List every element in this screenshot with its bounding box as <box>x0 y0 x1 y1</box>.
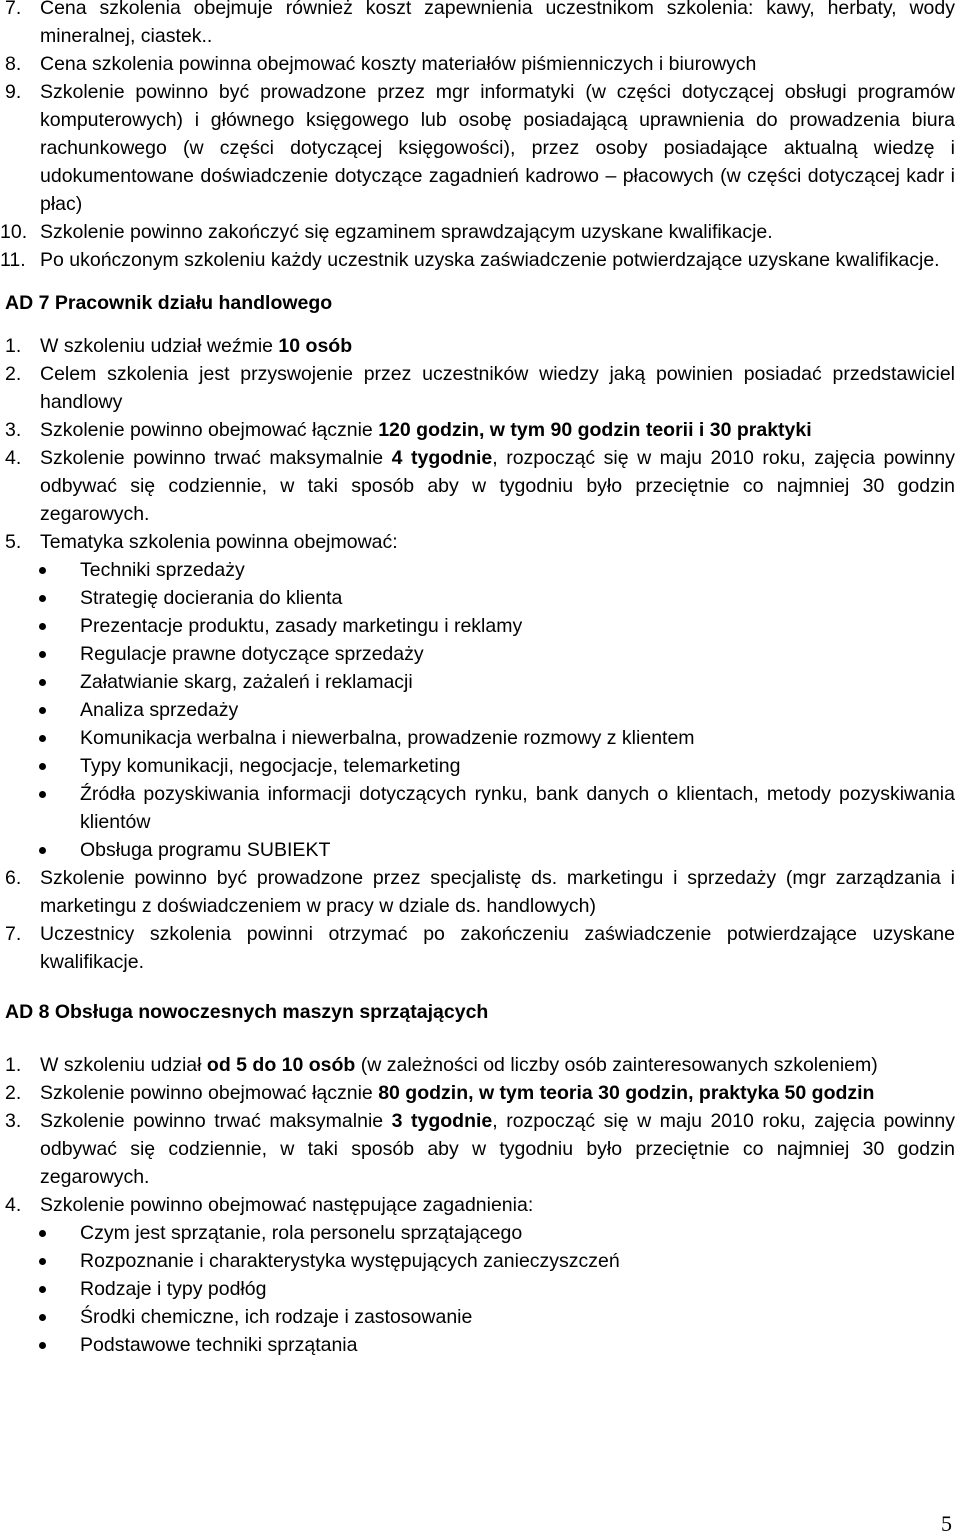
item-number: 4. <box>5 447 22 469</box>
bullet-text: Prezentacje produktu, zasady marketingu i reklamy <box>80 615 523 637</box>
item-text: (w zależności od liczby osób zainteresowanych szkoleniem) <box>355 1054 878 1076</box>
bullet-icon <box>39 791 46 798</box>
item-text: W szkoleniu udział weźmie <box>40 335 279 357</box>
bullet-icon <box>39 1342 46 1349</box>
item-number: 1. <box>5 335 22 357</box>
item-number: 7. <box>5 0 22 19</box>
bullet-icon <box>39 679 46 686</box>
bullet-item <box>5 612 955 640</box>
bullet-text: Źródła pozyskiwania informacji dotyczących rynku, bank danych o klientach, metody pozyskiwania klientów <box>80 783 955 833</box>
list-item <box>5 332 955 360</box>
section-heading-ad8: AD 8 Obsługa nowoczesnych maszyn sprzątających <box>5 1001 489 1023</box>
bullet-item <box>5 752 955 780</box>
item-text: Szkolenie powinno obejmować łącznie <box>40 1082 379 1104</box>
item-text: Tematyka szkolenia powinna obejmować: <box>40 531 398 553</box>
bullet-icon <box>39 567 46 574</box>
bullet-icon <box>39 847 46 854</box>
list-item <box>5 416 955 444</box>
item-number: 9. <box>5 81 22 103</box>
bullet-text: Rodzaje i typy podłóg <box>80 1278 267 1300</box>
item-number: 3. <box>5 1110 22 1132</box>
bullet-icon <box>39 651 46 658</box>
item-text: , rozpocząć się w maju 2010 roku, zajęcia powinny odbywać się codziennie, w taki sposób aby w tygodniu było przeciętnie co najmniej 30 godzin zegarowych. <box>40 1110 956 1188</box>
item-number: 8. <box>5 53 22 75</box>
item-text: W szkoleniu udział <box>40 1054 207 1076</box>
list-item <box>5 528 955 556</box>
list-item <box>5 864 955 920</box>
list-item <box>5 0 955 50</box>
item-text: Uczestnicy szkolenia powinni otrzymać po zakończeniu zaświadczenie potwierdzające uzyskane kwalifikacje. <box>40 923 955 973</box>
bullet-text: Środki chemiczne, ich rodzaje i zastosowanie <box>80 1306 473 1328</box>
item-number: 4. <box>5 1194 22 1216</box>
list-item <box>5 1051 955 1079</box>
bullet-text: Załatwianie skarg, zażaleń i reklamacji <box>80 671 413 693</box>
bullet-icon <box>39 1230 46 1237</box>
item-text-bold: 10 osób <box>278 335 353 357</box>
bullet-item <box>5 1303 955 1331</box>
list-item <box>5 50 955 78</box>
item-number: 5. <box>5 531 22 553</box>
list-item <box>5 920 955 976</box>
page-number: 5 <box>941 1511 952 1536</box>
item-text: Szkolenie powinno być prowadzone przez specjalistę ds. marketingu i sprzedaży (mgr zarządzania i marketingu z doświadczeniem w pracy w dziale ds. handlowych) <box>40 867 955 917</box>
bullet-item <box>5 836 955 864</box>
bullet-item <box>5 556 955 584</box>
bullet-text: Komunikacja werbalna i niewerbalna, prowadzenie rozmowy z klientem <box>80 727 695 749</box>
item-text: Celem szkolenia jest przyswojenie przez uczestników wiedzy jaką powinien posiadać przedstawiciel handlowy <box>40 363 955 413</box>
bullet-text: Strategię docierania do klienta <box>80 587 343 609</box>
item-number: 3. <box>5 419 22 441</box>
list-item <box>5 444 955 528</box>
section-heading-ad7: AD 7 Pracownik działu handlowego <box>5 292 333 314</box>
item-text: , rozpocząć się w maju 2010 roku, zajęcia powinny odbywać się codziennie, w taki sposób aby w tygodniu było przeciętnie co najmniej 30 godzin zegarowych. <box>40 447 956 525</box>
bullet-item <box>5 640 955 668</box>
bullet-icon <box>39 595 46 602</box>
item-number: 6. <box>5 867 22 889</box>
bullet-item <box>5 1275 955 1303</box>
bullet-text: Typy komunikacji, negocjacje, telemarketing <box>80 755 461 777</box>
bullet-icon <box>39 1286 46 1293</box>
bullet-icon <box>39 735 46 742</box>
bullet-item <box>5 724 955 752</box>
item-number: 10. <box>0 221 28 243</box>
item-text-bold: 80 godzin, w tym teoria 30 godzin, praktyka 50 godzin <box>378 1082 875 1104</box>
bullet-text: Obsługa programu SUBIEKT <box>80 839 331 861</box>
bullet-text: Czym jest sprzątanie, rola personelu sprzątającego <box>80 1222 523 1244</box>
item-text: Cena szkolenia obejmuje również koszt zapewnienia uczestnikom szkolenia: kawy, herbaty, wody mineralnej, ciastek.. <box>40 0 955 47</box>
bullet-item <box>5 1247 955 1275</box>
bullet-icon <box>39 623 46 630</box>
item-text: Szkolenie powinno trwać maksymalnie <box>40 1110 392 1132</box>
list-item <box>5 360 955 416</box>
item-text: Szkolenie powinno obejmować łącznie <box>40 419 379 441</box>
bullet-icon <box>39 763 46 770</box>
bullet-text: Podstawowe techniki sprzątania <box>80 1334 358 1356</box>
bullet-text: Regulacje prawne dotyczące sprzedaży <box>80 643 424 665</box>
bullet-icon <box>39 707 46 714</box>
bullet-text: Analiza sprzedaży <box>80 699 239 721</box>
item-text: Cena szkolenia powinna obejmować koszty materiałów piśmienniczych i biurowych <box>40 53 757 75</box>
bullet-item <box>5 668 955 696</box>
bullet-icon <box>39 1314 46 1321</box>
bullet-item <box>5 1219 955 1247</box>
item-text: Szkolenie powinno zakończyć się egzaminem sprawdzającym uzyskane kwalifikacje. <box>40 221 773 243</box>
item-text-bold: 120 godzin, w tym 90 godzin teorii i 30 praktyki <box>378 419 812 441</box>
item-text: Po ukończonym szkoleniu każdy uczestnik uzyska zaświadczenie potwierdzające uzyskane kwalifikacje. <box>40 249 940 271</box>
bullet-icon <box>39 1258 46 1265</box>
bullet-text: Techniki sprzedaży <box>80 559 245 581</box>
bullet-item <box>5 1331 955 1359</box>
item-text: Szkolenie powinno być prowadzone przez mgr informatyki (w części dotyczącej obsługi programów komputerowych) i głównego księgowego lub osobę posiadającą uprawnienia do prowadzenia biura rachunkowego (w części dotyczącej księgowości), przez osoby posiadające aktualną wiedzę i udokumentowane doświadczenie dotyczące zagadnień kadrowo – płacowych (w części dotyczącej kadr i płac) <box>40 81 955 215</box>
list-item <box>5 78 955 218</box>
item-number: 1. <box>5 1054 22 1076</box>
list-item <box>5 1107 955 1191</box>
item-number: 2. <box>5 1082 22 1104</box>
list-item <box>5 1079 955 1107</box>
list-item <box>0 246 955 274</box>
bullet-item <box>5 584 955 612</box>
item-text-bold: 4 tygodnie <box>391 447 493 469</box>
list-item <box>5 1191 955 1219</box>
list-item <box>0 218 955 246</box>
item-text: Szkolenie powinno obejmować następujące zagadnienia: <box>40 1194 534 1216</box>
item-text: Szkolenie powinno trwać maksymalnie <box>40 447 392 469</box>
bullet-item <box>5 780 955 836</box>
item-number: 7. <box>5 923 22 945</box>
bullet-item <box>5 696 955 724</box>
item-text-bold: od 5 do 10 osób <box>206 1054 356 1076</box>
item-number: 2. <box>5 363 22 385</box>
bullet-text: Rozpoznanie i charakterystyka występujących zanieczyszczeń <box>80 1250 620 1272</box>
item-number: 11. <box>0 249 26 271</box>
item-text-bold: 3 tygodnie <box>391 1110 493 1132</box>
